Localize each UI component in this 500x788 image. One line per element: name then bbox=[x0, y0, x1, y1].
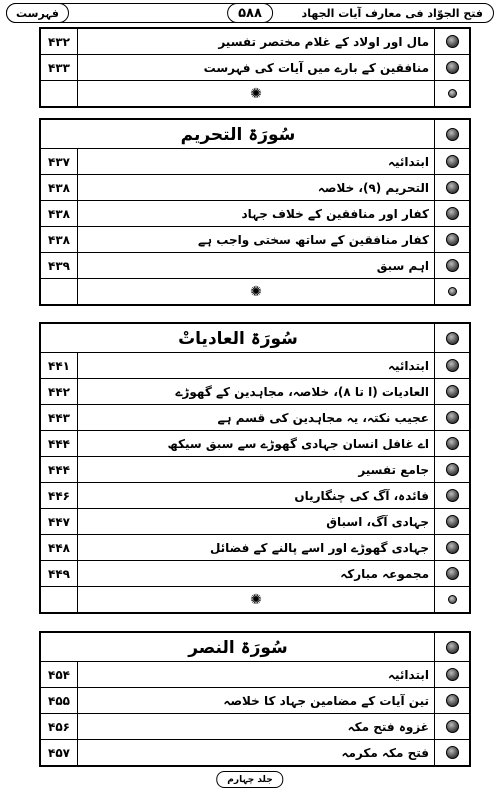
section-end-row bbox=[41, 81, 469, 106]
surah-heading bbox=[41, 324, 469, 353]
volume-footer: جلد چہارم bbox=[216, 771, 283, 788]
entry-title: جامع تفسیر bbox=[358, 462, 429, 477]
page-ref: ۴۵۵ bbox=[41, 688, 78, 713]
ornament-cell bbox=[77, 81, 435, 106]
ornament-icon: ✺ bbox=[250, 85, 262, 102]
page-ref: ۴۵۷ bbox=[41, 740, 78, 765]
ornament-cell bbox=[77, 279, 435, 304]
entry-title: اہم سبق bbox=[376, 258, 429, 273]
page-ref: ۴۴۶ bbox=[41, 483, 78, 508]
entry-title: ابتدائیہ bbox=[388, 358, 429, 373]
bullet-cell bbox=[434, 633, 469, 661]
bullet-cell bbox=[434, 405, 469, 430]
bullet-icon bbox=[446, 437, 459, 450]
toc-section bbox=[39, 631, 471, 767]
bullet-cell bbox=[434, 29, 469, 54]
bullet-cell bbox=[434, 81, 469, 106]
entry-title: جہادی گھوڑے اور اسے پالنے کے فضائل bbox=[209, 540, 429, 555]
surah-heading bbox=[41, 633, 469, 662]
page-ref: ۴۳۷ bbox=[41, 149, 78, 174]
bullet-cell bbox=[434, 535, 469, 560]
bullet-icon bbox=[446, 746, 459, 759]
book-title: فتح الجوّاد فی معارف آیات الجهاد bbox=[301, 6, 483, 20]
bullet-icon bbox=[446, 259, 459, 272]
bullet-icon bbox=[446, 207, 459, 220]
page-ref: ۴۵۴ bbox=[41, 662, 78, 687]
bullet-cell bbox=[434, 457, 469, 482]
entry-title: التحریم (۹)، خلاصہ bbox=[317, 180, 429, 195]
bullet-cell bbox=[434, 509, 469, 534]
bullet-cell bbox=[434, 227, 469, 252]
bullet-icon bbox=[446, 541, 459, 554]
toc-entry[interactable] bbox=[41, 29, 469, 55]
entry-title: فائدہ، آگ کی چنگاریاں bbox=[294, 488, 429, 503]
entry-title: جہادی آگ، اسباق bbox=[326, 514, 429, 529]
page-number: ۵۸۸ bbox=[227, 3, 273, 23]
page-ref bbox=[41, 279, 78, 304]
toc-entry[interactable] bbox=[41, 509, 469, 535]
page-ref: ۴۳۸ bbox=[41, 201, 78, 226]
ornament-icon: ✺ bbox=[250, 591, 262, 608]
bullet-icon bbox=[446, 233, 459, 246]
page-ref: ۴۳۳ bbox=[41, 55, 78, 80]
toc-entry[interactable] bbox=[41, 457, 469, 483]
page-ref: ۴۴۴ bbox=[41, 431, 78, 456]
bullet-icon bbox=[446, 515, 459, 528]
bullet-cell bbox=[434, 279, 469, 304]
page-ref: ۴۴۲ bbox=[41, 379, 78, 404]
bullet-icon bbox=[448, 595, 457, 604]
toc-entry[interactable] bbox=[41, 253, 469, 279]
bullet-icon bbox=[446, 489, 459, 502]
bullet-icon bbox=[446, 641, 459, 654]
page-ref: ۴۵۶ bbox=[41, 714, 78, 739]
bullet-cell bbox=[434, 483, 469, 508]
bullet-icon bbox=[446, 720, 459, 733]
surah-title: سُورَۃ النصر bbox=[188, 637, 288, 658]
toc-entry[interactable] bbox=[41, 175, 469, 201]
toc-entry[interactable] bbox=[41, 55, 469, 81]
bullet-icon bbox=[446, 35, 459, 48]
toc-entry[interactable] bbox=[41, 740, 469, 765]
bullet-icon bbox=[446, 181, 459, 194]
entry-title: کفار منافقین کے ساتھ سختی واجب ہے bbox=[198, 232, 429, 247]
toc-entry[interactable] bbox=[41, 483, 469, 509]
bullet-icon bbox=[446, 411, 459, 424]
toc-entry[interactable] bbox=[41, 201, 469, 227]
bullet-icon bbox=[446, 668, 459, 681]
toc-entry[interactable] bbox=[41, 688, 469, 714]
bullet-icon bbox=[446, 463, 459, 476]
bullet-cell bbox=[434, 740, 469, 765]
toc-entry[interactable] bbox=[41, 227, 469, 253]
toc-entry[interactable] bbox=[41, 405, 469, 431]
toc-entry[interactable] bbox=[41, 431, 469, 457]
bullet-cell bbox=[434, 714, 469, 739]
page-ref: ۴۳۸ bbox=[41, 227, 78, 252]
bullet-icon bbox=[448, 89, 457, 98]
bullet-cell bbox=[434, 55, 469, 80]
toc-section bbox=[39, 322, 471, 614]
entry-title: غزوہ فتح مکہ bbox=[347, 719, 429, 734]
bullet-icon bbox=[446, 332, 459, 345]
toc-entry[interactable] bbox=[41, 149, 469, 175]
bullet-cell bbox=[434, 353, 469, 378]
page-ref: ۴۳۹ bbox=[41, 253, 78, 278]
bullet-cell bbox=[434, 120, 469, 148]
entry-title: تین آیات کے مضامین جہاد کا خلاصہ bbox=[223, 693, 429, 708]
bullet-cell bbox=[434, 662, 469, 687]
bullet-icon bbox=[446, 128, 459, 141]
bullet-cell bbox=[434, 587, 469, 612]
page-ref: ۴۳۲ bbox=[41, 29, 78, 54]
bullet-cell bbox=[434, 324, 469, 352]
page-ref: ۴۴۱ bbox=[41, 353, 78, 378]
page-ref: ۴۴۹ bbox=[41, 561, 78, 586]
surah-heading bbox=[41, 120, 469, 149]
page-ref: ۴۳۸ bbox=[41, 175, 78, 200]
surah-title: سُورَۃ العادیاتْ bbox=[178, 328, 298, 349]
bullet-cell bbox=[434, 688, 469, 713]
entry-title: فتح مکہ مکرمہ bbox=[341, 745, 429, 760]
section-label: فہرست bbox=[6, 3, 69, 23]
bullet-icon bbox=[446, 567, 459, 580]
bullet-cell bbox=[434, 175, 469, 200]
ornament-cell bbox=[77, 587, 435, 612]
bullet-icon bbox=[446, 694, 459, 707]
toc-entry[interactable] bbox=[41, 714, 469, 740]
entry-title: کفار اور منافقین کے خلاف جہاد bbox=[241, 206, 429, 221]
bullet-icon bbox=[446, 61, 459, 74]
bullet-cell bbox=[434, 431, 469, 456]
bullet-icon bbox=[446, 155, 459, 168]
entry-title: ابتدائیہ bbox=[388, 667, 429, 682]
section-end-row bbox=[41, 587, 469, 612]
entry-title: عجیب نکتہ، یہ مجاہدین کی قسم ہے bbox=[217, 410, 429, 425]
ornament-icon: ✺ bbox=[250, 283, 262, 300]
bullet-cell bbox=[434, 201, 469, 226]
page-header bbox=[6, 3, 494, 23]
toc-entry[interactable] bbox=[41, 561, 469, 587]
surah-title: سُورَۃ التحریم bbox=[180, 124, 296, 145]
toc-entry[interactable] bbox=[41, 353, 469, 379]
toc-section bbox=[39, 118, 471, 306]
entry-title: مال اور اولاد کے غلام مختصر تفسیر bbox=[218, 34, 429, 49]
page-ref: ۴۴۸ bbox=[41, 535, 78, 560]
page-ref bbox=[41, 81, 78, 106]
bullet-icon bbox=[446, 359, 459, 372]
bullet-cell bbox=[434, 561, 469, 586]
toc-entry[interactable] bbox=[41, 662, 469, 688]
toc-entry[interactable] bbox=[41, 379, 469, 405]
page-ref: ۴۴۴ bbox=[41, 457, 78, 482]
page-ref: ۴۴۷ bbox=[41, 509, 78, 534]
toc-entry[interactable] bbox=[41, 535, 469, 561]
bullet-icon bbox=[448, 287, 457, 296]
toc-section bbox=[39, 27, 471, 108]
bullet-cell bbox=[434, 253, 469, 278]
bullet-icon bbox=[446, 385, 459, 398]
page-ref bbox=[41, 587, 78, 612]
entry-title: منافقین کے بارے میں آیات کی فہرست bbox=[203, 60, 429, 75]
section-end-row bbox=[41, 279, 469, 304]
page-ref: ۴۴۳ bbox=[41, 405, 78, 430]
entry-title: العادیات (ا تا ۸)، خلاصہ، مجاہدین کے گھوڑے bbox=[175, 384, 429, 399]
entry-title: اے غافل انسان جہادی گھوڑے سے سبق سیکھ bbox=[167, 436, 429, 451]
bullet-cell bbox=[434, 149, 469, 174]
bullet-cell bbox=[434, 379, 469, 404]
entry-title: مجموعہ مبارکہ bbox=[340, 566, 429, 581]
entry-title: ابتدائیہ bbox=[388, 154, 429, 169]
